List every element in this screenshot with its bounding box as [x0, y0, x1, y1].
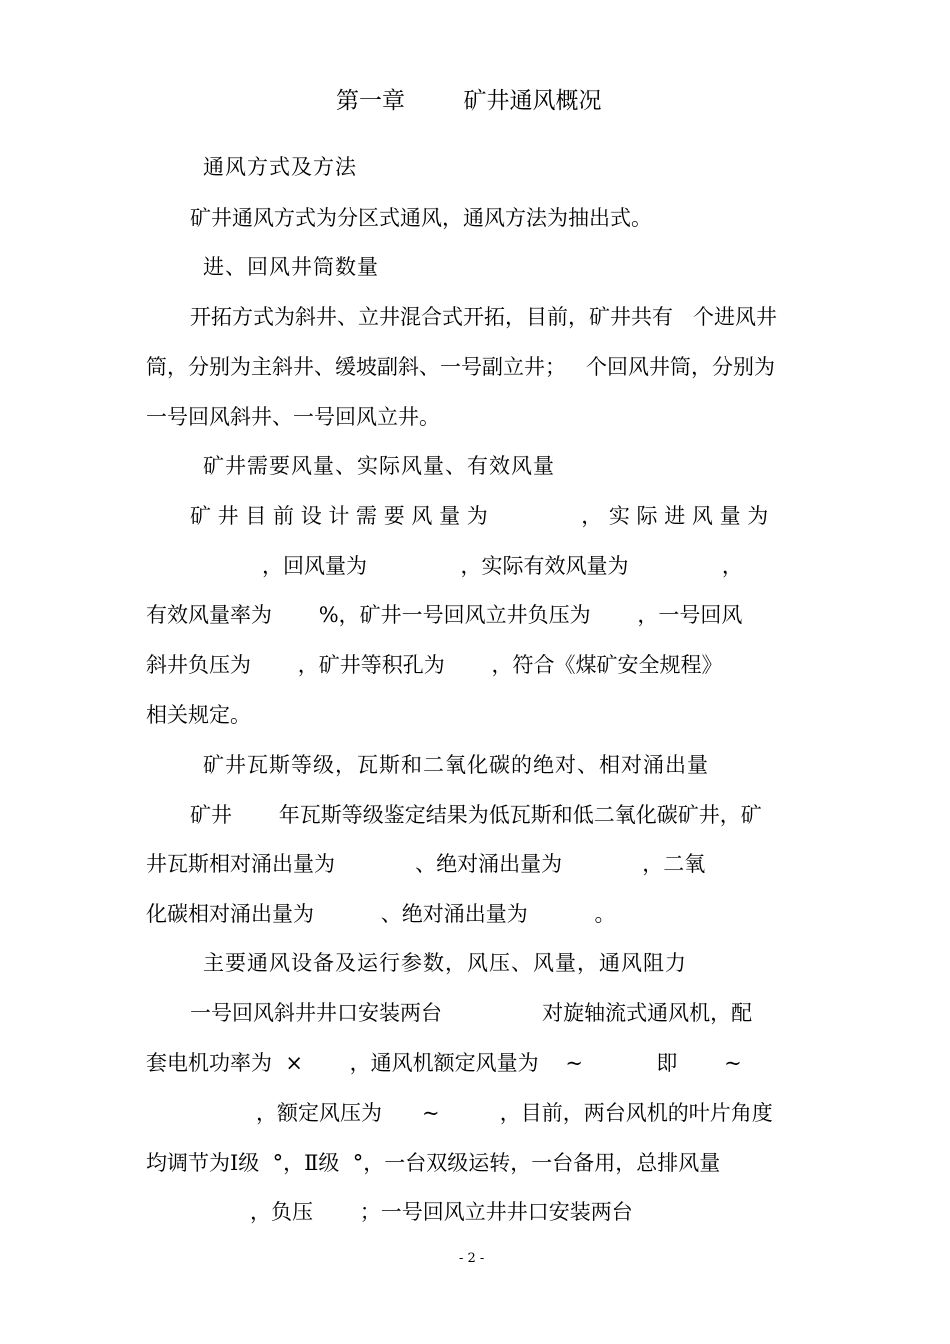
paragraph-line: 一号回风斜井、一号回风立井。 — [146, 405, 440, 429]
section-heading-ventilation-method: 通风方式及方法 — [203, 155, 357, 179]
paragraph-line: 有效风量率为 %，矿井一号回风立井负压为 ，一号回风 — [146, 603, 743, 627]
page-number: - 2 - — [459, 1251, 485, 1266]
paragraph-line: 斜井负压为 ，矿井等积孔为 ，符合《煤矿安全规程》 — [146, 653, 723, 677]
section-heading-fan-equipment: 主要通风设备及运行参数，风压、风量，通风阻力 — [203, 951, 687, 975]
paragraph-line: ，负压 ；一号回风立井井口安装两台 — [250, 1200, 633, 1224]
paragraph-line: 矿 井 目 前 设 计 需 要 风 量 为 ， 实 际 进 风 量 为 — [190, 504, 769, 528]
paragraph-line: 套电机功率为 × ，通风机额定风量为 ~ 即 ~ — [146, 1051, 742, 1075]
chapter-title: 第一章 矿井通风概况 — [336, 88, 602, 114]
paragraph-line: 矿井通风方式为分区式通风，通风方法为抽出式。 — [190, 206, 652, 230]
paragraph-line: 矿井 年瓦斯等级鉴定结果为低瓦斯和低二氧化碳矿井，矿 — [190, 803, 762, 827]
paragraph-line: 化碳相对涌出量为 、绝对涌出量为 。 — [146, 902, 616, 926]
paragraph-line: 井瓦斯相对涌出量为 、绝对涌出量为 ，二氧 — [146, 852, 706, 876]
paragraph-line: ，额定风压为 ~ ，目前，两台风机的叶片角度 — [256, 1101, 773, 1125]
paragraph-line: 筒，分别为主斜井、缓坡副斜、一号副立井； 个回风井筒，分别为 — [146, 355, 776, 379]
paragraph-line: 相关规定。 — [146, 703, 251, 727]
section-heading-gas-grade: 矿井瓦斯等级，瓦斯和二氧化碳的绝对、相对涌出量 — [203, 753, 709, 777]
paragraph-line: 均调节为Ⅰ级 °，Ⅱ级 °，一台双级运转，一台备用，总排风量 — [146, 1151, 721, 1175]
paragraph-line: 一号回风斜井井口安装两台 对旋轴流式通风机，配 — [190, 1001, 753, 1025]
section-heading-air-volume: 矿井需要风量、实际风量、有效风量 — [203, 454, 555, 478]
section-heading-shaft-count: 进、回风井筒数量 — [203, 255, 379, 279]
paragraph-line: 开拓方式为斜井、立井混合式开拓，目前，矿井共有 个进风井 — [190, 305, 778, 329]
paragraph-line: ，回风量为 ，实际有效风量为 ， — [262, 554, 743, 578]
